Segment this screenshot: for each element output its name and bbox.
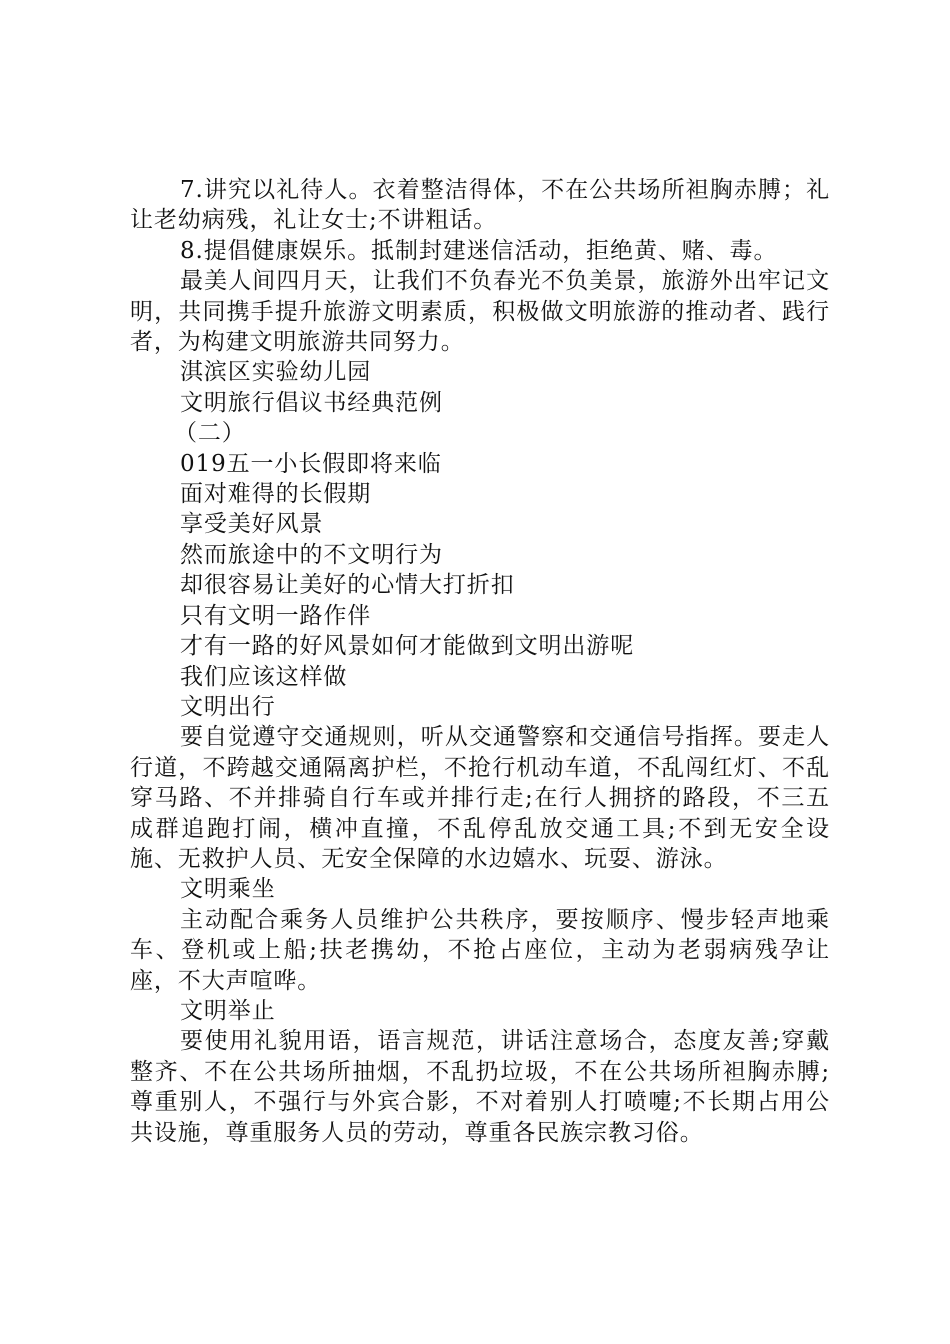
section-body-riding: 主动配合乘务人员维护公共秩序，要按顺序、慢步轻声地乘车、登机或上船;扶老携幼，不抢占座位，主动为老弱病残孕让座，不大声喧哗。 (130, 906, 830, 994)
poem-line: 然而旅途中的不文明行为 (180, 541, 443, 568)
section-body-conduct: 要使用礼貌用语，语言规范，讲话注意场合，态度友善;穿戴整齐、不在公共场所抽烟，不乱扔垃圾，不在公共场所袒胸赤膊;尊重别人，不强行与外宾合影，不对着别人打喷嚏;不长期占用公共设施，尊重服务人员的劳动，尊重各民族宗教习俗。 (130, 1028, 830, 1146)
school-name: 淇滨区实验幼儿园 (180, 359, 372, 386)
paragraph-item-8: 8.提倡健康娱乐。抵制封建迷信活动，拒绝黄、赌、毒。 (180, 237, 778, 264)
section-heading-travel: 文明出行 (180, 693, 276, 720)
section-number: （二） (174, 420, 246, 447)
article-title: 文明旅行倡议书经典范例 (180, 389, 443, 416)
poem-line: 只有文明一路作伴 (180, 602, 372, 629)
poem-line: 才有一路的好风景如何才能做到文明出游呢 (180, 633, 635, 660)
poem-line: 我们应该这样做 (180, 663, 348, 690)
poem-line: 却很容易让美好的心情大打折扣 (180, 572, 515, 599)
section-heading-conduct: 文明举止 (180, 997, 276, 1024)
section-heading-riding: 文明乘坐 (180, 876, 276, 903)
paragraph-april-call: 最美人间四月天，让我们不负春光不负美景，旅游外出牢记文明，共同携手提升旅游文明素质，积极做文明旅游的推动者、践行者，为构建文明旅游共同努力。 (130, 268, 830, 356)
paragraph-item-7: 7.讲究以礼待人。衣着整洁得体，不在公共场所袒胸赤膊；礼让老幼病残，礼让女士;不讲粗话。 (130, 177, 830, 234)
poem-line: 面对难得的长假期 (180, 481, 372, 508)
document-body (130, 175, 830, 1148)
poem-line: 019五一小长假即将来临 (180, 450, 442, 477)
poem-line: 享受美好风景 (180, 511, 324, 538)
section-body-travel: 要自觉遵守交通规则，听从交通警察和交通信号指挥。要走人行道，不跨越交通隔离护栏，不抢行机动车道，不乱闯红灯、不乱穿马路、不并排骑自行车或并排行走;在行人拥挤的路段，不三五成群追跑打闹，横冲直撞，不乱停乱放交通工具;不到无安全设施、无救护人员、无安全保障的水边嬉水、玩耍、游泳。 (130, 724, 830, 872)
